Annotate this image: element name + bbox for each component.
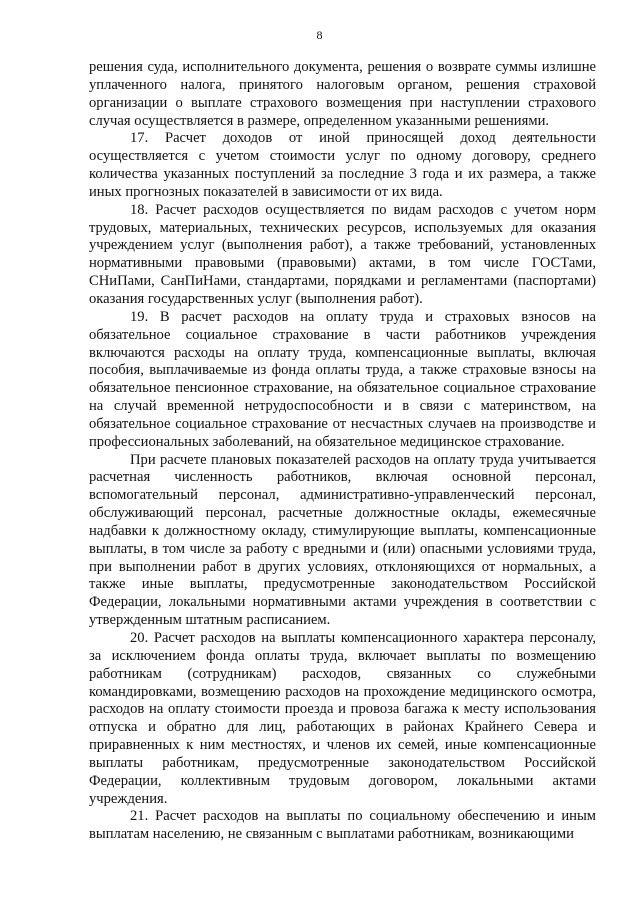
paragraph-19-continued: При расчете плановых показателей расходов на оплату труда учитывается расчетная численность работников, включая основной персонал, вспомогательный персонал, административно-управленческий персонал, обслуживающий персонал, расчетные должностные оклады, ежемесячные надбавки к должностному окладу, стимулирующие выплаты, компенсационные выплаты, в том числе за работу с вредными и (или) опасными условиями труда, при выполнении работ в других условиях, отклоняющихся от нормальных, а также иные выплаты, предусмотренные законодательством Российской Федерации, локальными нормативными актами учреждения в соответствии с утвержденным штатным расписанием. — [89, 451, 596, 629]
paragraph-continuation: решения суда, исполнительного документа, решения о возврате суммы излишне уплаченного налога, принятого налоговым органом, решения страховой организации о выплате страхового возмещения при наступлении страхового случая осуществляется в размере, определенном указанными решениями. — [89, 59, 596, 129]
paragraph-18: 18. Расчет расходов осуществляется по видам расходов с учетом норм трудовых, материальных, технических ресурсов, используемых для оказания учреждением услуг (выполнения работ), а также требований, установленных нормативными правовыми (правовыми) актами, в том числе ГОСТами, СНиПами, СанПиНами, стандартами, порядками и регламентами (паспортами) оказания государственных услуг (выполнения работ). — [89, 201, 596, 307]
paragraph-20: 20. Расчет расходов на выплаты компенсационного характера персоналу, за исключением фонда оплаты труда, включает выплаты по возмещению работникам (сотрудникам) расходов, связанных со служебными командировками, возмещению расходов на прохождение медицинского осмотра, расходов на оплату стоимости проезда и провоза багажа к месту использования отпуска и обратно для лиц, работающих в районах Крайнего Севера и приравненных к ним местностях, и членов их семей, иные компенсационные выплаты работникам, предусмотренные законодательством Российской Федерации, коллективным трудовым договором, локальными актами учреждения. — [89, 630, 596, 807]
document-body — [89, 59, 596, 844]
page-number: 8 — [316, 28, 323, 42]
paragraph-21: 21. Расчет расходов на выплаты по социальному обеспечению и иным выплатам населению, не связанным с выплатами работникам, возникающими — [89, 808, 596, 843]
paragraph-19: 19. В расчет расходов на оплату труда и страховых взносов на обязательное социальное страхование в части работников учреждения включаются расходы на оплату труда, компенсационные выплаты, включая пособия, выплачиваемые из фонда оплаты труда, а также страховые взносы на обязательное пенсионное страхование, на обязательное социальное страхование на случай временной нетрудоспособности и в связи с материнством, на обязательное социальное страхование от несчастных случаев на производстве и профессиональных заболеваний, на обязательное медицинское страхование. — [89, 308, 596, 450]
paragraph-17: 17. Расчет доходов от иной приносящей доход деятельности осуществляется с учетом стоимости услуг по одному договору, среднего количества указанных поступлений за последние 3 года и их размера, а также иных прогнозных показателей в зависимости от их вида. — [89, 130, 596, 200]
